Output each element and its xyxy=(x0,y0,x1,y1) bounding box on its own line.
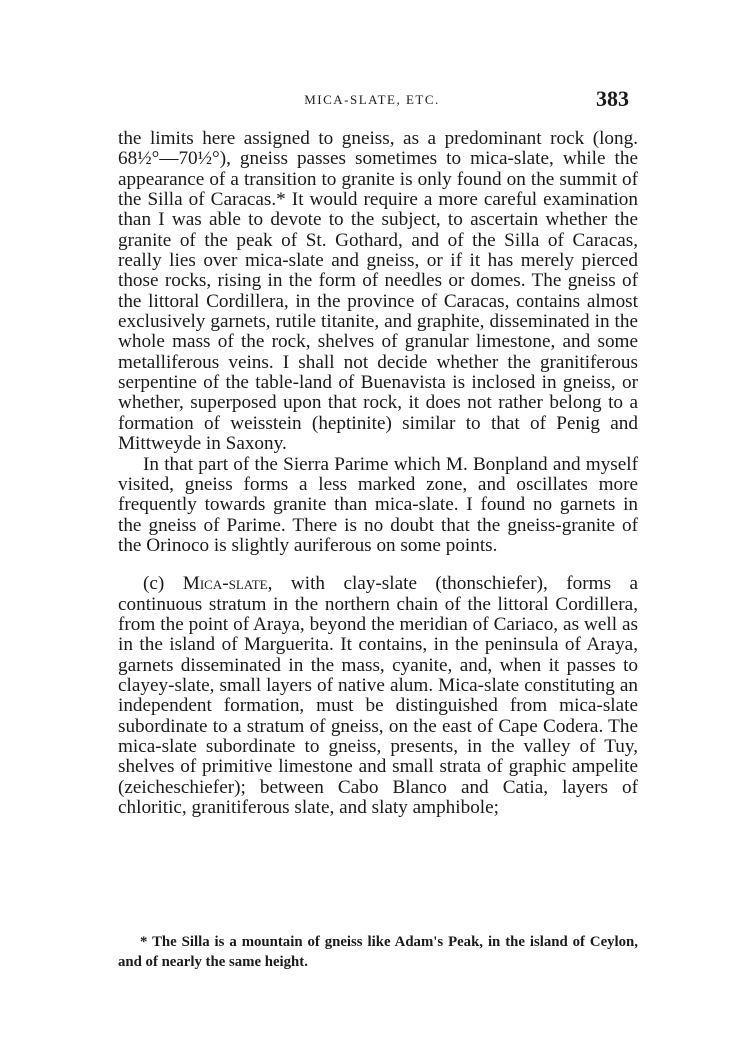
running-head xyxy=(0,86,750,116)
paragraph-mica-slate xyxy=(118,574,638,818)
running-title: MICA-SLATE, ETC. xyxy=(304,92,440,107)
section-text: with clay-slate (thonschiefer), forms a continuous stratum in the northern chain of the littoral Cordillera, from the point of Araya, beyond the meridian of Cariaco, as well as in the island of Marguerita. It contains, in the peninsula of Araya, garnets disseminated in the mass, cyanite, and, when it passes to clayey-slate, small layers of native alum. Mica-slate constituting an independent formation, must be distinguished from mica-slate subordinate to a stratum of gneiss, on the east of Cape Codera. The mica-slate subordinate to gneiss, presents, in the valley of Tuy, shelves of primitive limestone and small strata of graphic ampelite (zeicheschiefer); between Cabo Blanco and Catia, layers of chloritic, granitiferous slate, and slaty amphibole; xyxy=(118,573,639,818)
body-text xyxy=(118,129,638,818)
footnote-text: * The Silla is a mountain of gneiss like Adam's Peak, in the island of Ceylon, and of nearly the same height. xyxy=(118,934,638,970)
section-label: (c) xyxy=(143,573,165,595)
paragraph-sierra-parime: In that part of the Sierra Parime which M. Bonpland and myself visited, gneiss forms a less marked zone, and oscillates more frequently towards granite than mica-slate. I found no garnets in the gneiss of Parime. There is no doubt that the gneiss-granite of the Orinoco is slightly auriferous on some points. xyxy=(118,453,638,556)
section-heading: Mica-slate, xyxy=(182,573,273,595)
page-number: 383 xyxy=(596,86,629,111)
paragraph-continuation: the limits here assigned to gneiss, as a predominant rock (long. 68½°—70½°), gneiss passes sometimes to mica-slate, while the appearance of a transition to granite is only found on the summit of the Silla of Caracas.* It would require a more careful examination than I was able to devote to the subject, to ascertain whether the granite of the peak of St. Gothard, and of the Silla of Caracas, really lies over mica-slate and gneiss, or if it has merely pierced those rocks, rising in the form of needles or domes. The gneiss of the littoral Cordillera, in the province of Caracas, contains almost exclusively garnets, rutile titanite, and graphite, disseminated in the whole mass of the rock, shelves of granular limestone, and some metalliferous veins. I shall not decide whether the granitiferous serpentine of the table-land of Buenavista is inclosed in gneiss, or whether, superposed upon that rock, it does not rather belong to a formation of weisstein (heptinite) similar to that of Penig and Mittweyde in Saxony. xyxy=(118,128,638,455)
footnote xyxy=(118,932,638,972)
